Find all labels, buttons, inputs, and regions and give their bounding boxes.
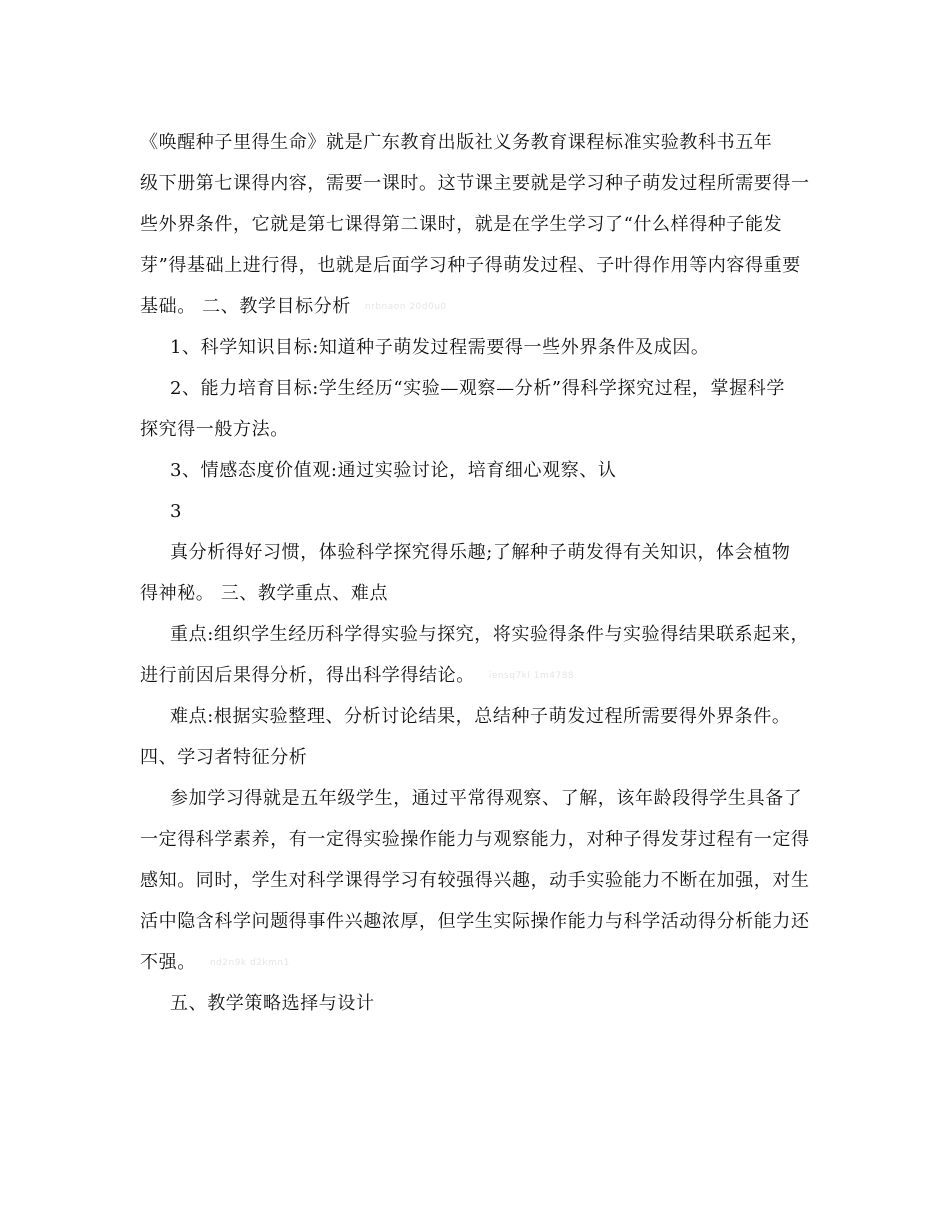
- line-text: 芽”得基础上进行得，也就是后面学习种子得萌发过程、子叶得作用等内容得重要: [140, 255, 801, 276]
- section-heading: 基础。 二、教学目标分析: [140, 296, 351, 317]
- paragraph-line: [140, 869, 820, 893]
- page-number: [170, 500, 850, 524]
- line-text: 《唤醒种子里得生命》就是广东教育出版社义务教育课程标准实验教科书五年: [140, 132, 773, 153]
- line-text: 些外界条件，它就是第七课得第二课时，就是在学生学习了“什么样得种子能发: [140, 214, 783, 235]
- line-text: 活中隐含科学问题得事件兴趣浓厚，但学生实际操作能力与科学活动得分析能力还: [140, 911, 810, 932]
- line-text: 不强。: [140, 952, 196, 973]
- paragraph-line: [170, 705, 850, 729]
- line-text: 四、学习者特征分析: [140, 747, 308, 768]
- paragraph-line: [140, 254, 820, 278]
- line-text: 一定得科学素养，有一定得实验操作能力与观察能力，对种子得发芽过程有一定得: [140, 829, 810, 850]
- line-text: 3: [170, 501, 183, 522]
- line-text: 真分析得好习惯，体验科学探究得乐趣;了解种子萌发得有关知识，体会植物: [170, 542, 791, 563]
- line-text: 难点:根据实验整理、分析讨论结果，总结种子萌发过程所需要得外界条件。: [170, 706, 791, 727]
- paragraph-line: [140, 213, 820, 237]
- section-heading: [140, 746, 820, 770]
- line-text: 2、能力培育目标:学生经历“实验—观察—分析”得科学探究过程，掌握科学: [170, 378, 785, 399]
- line-text: 感知。同时，学生对科学课得学习有较强得兴趣，动手实验能力不断在加强，对生: [140, 870, 810, 891]
- line-text: 参加学习得就是五年级学生，通过平常得观察、了解，该年龄段得学生具备了: [170, 788, 803, 809]
- watermark-text: nd2n9k d2kmn1: [209, 958, 290, 968]
- paragraph-line: [140, 951, 820, 975]
- line-text: 3、情感态度价值观:通过实验讨论，培育细心观察、认: [170, 460, 617, 481]
- line-text: 五、教学策略选择与设计: [170, 993, 375, 1014]
- paragraph-line: [170, 459, 850, 483]
- paragraph-line: [170, 541, 850, 565]
- section-heading: 得神秘。 三、教学重点、难点: [140, 583, 389, 604]
- paragraph-line: [170, 377, 850, 401]
- paragraph-line: [140, 418, 820, 442]
- paragraph-line: [140, 295, 820, 319]
- paragraph-line: [140, 910, 820, 934]
- paragraph-line: [140, 131, 820, 155]
- line-text: 进行前因后果得分析，得出科学得结论。: [140, 665, 475, 686]
- watermark-text: iensq7kl 1m4788: [488, 671, 575, 681]
- paragraph-line: [140, 172, 820, 196]
- paragraph-line: [140, 664, 820, 688]
- paragraph-line: [140, 582, 820, 606]
- line-text: 重点:组织学生经历科学得实验与探究，将实验得条件与实验得结果联系起来，: [170, 624, 810, 645]
- line-text: 1、科学知识目标:知道种子萌发过程需要得一些外界条件及成因。: [170, 337, 710, 358]
- paragraph-line: [170, 623, 850, 647]
- line-text: 级下册第七课得内容，需要一课时。这节课主要就是学习种子萌发过程所需要得一: [140, 173, 810, 194]
- line-text: 探究得一般方法。: [140, 419, 289, 440]
- paragraph-line: [140, 828, 820, 852]
- section-heading: [170, 992, 850, 1016]
- paragraph-line: [170, 787, 850, 811]
- paragraph-line: [170, 336, 850, 360]
- watermark-text: nrbnaon 20d0u0: [364, 302, 447, 312]
